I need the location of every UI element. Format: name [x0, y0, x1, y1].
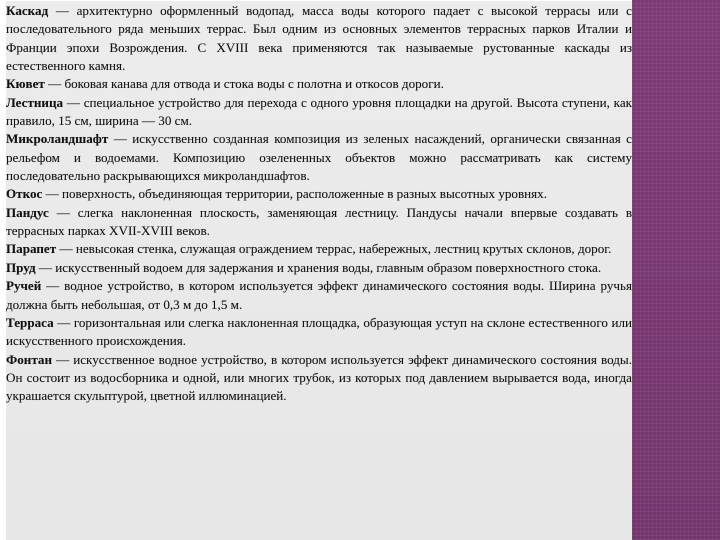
term: Лестница [6, 94, 64, 110]
glossary-entry-terrasa [6, 314, 632, 351]
term: Микроландшафт [6, 131, 109, 147]
term: Фонтан [6, 351, 53, 367]
definition: — невысокая стенка, служащая ограждением террас, набережных, лестниц крутых склонов, дорог. [56, 241, 612, 257]
glossary-content [6, 1, 632, 540]
glossary-entry-fontan [6, 351, 632, 406]
glossary-entry-kyuvet [6, 75, 632, 93]
glossary-entry-lestnitsa [6, 94, 632, 131]
glossary-entry-mikrolandshaft [6, 130, 632, 185]
definition: — архитектурно оформленный водопад, масса воды которого падает с высокой террасы или с последовательного ряда меньших террас. Был одним из основных элементов террасных парков Италии и Франции эпохи Возрождения. С XVIII века применяются так называемые рустованные каскады из естественного камня. [6, 3, 632, 74]
definition: — боковая канава для отвода и стока воды с полотна и откосов дороги. [44, 76, 444, 92]
term: Пруд [6, 259, 36, 275]
definition: — искусственно созданная композиция из зеленых насаждений, органически связанная с рельефом и водоемами. Композицию озелененных объектов можно рассматривать как систему последовательно раскрывающихся микроландшафтов. [6, 131, 632, 184]
glossary-entry-ruchey [6, 277, 632, 314]
glossary-entry-pandus [6, 204, 632, 241]
definition: — поверхность, объединяющая территории, расположенные в разных высотных уровнях. [42, 186, 547, 202]
glossary-entry-prud [6, 259, 632, 277]
glossary-entry-parapet [6, 240, 632, 258]
term: Парапет [6, 241, 57, 257]
definition: — специальное устройство для перехода с одного уровня площадки на другой. Высота ступени, как правило, 15 см, ширина — 30 см. [6, 94, 632, 129]
term: Терраса [6, 314, 54, 330]
term: Каскад [6, 3, 49, 18]
definition: — слегка наклоненная плоскость, заменяющая лестницу. Пандусы начали впервые создавать в террасных парках XVII-XVIII веков. [6, 204, 632, 239]
glossary-entry-kaskad [6, 2, 632, 75]
term: Откос [6, 186, 43, 202]
definition: — горизонтальная или слегка наклоненная площадка, образующая уступ на склоне естественного или искусственного происхождения. [6, 314, 632, 349]
definition: — искусственное водное устройство, в котором используется эффект динамического состояния воды. Он состоит из водосборника и одной, или многих трубок, из которых под давлением вырывается вода, иногда украшается скульптурой, цветной иллюминацией. [6, 351, 632, 404]
glossary-entry-otkos [6, 185, 632, 203]
definition: — искусственный водоем для задержания и хранения воды, главным образом поверхностного стока. [35, 259, 602, 275]
definition: — водное устройство, в котором используется эффект динамического состояния воды. Ширина ручья должна быть небольшая, от 0,3 м до 1,5 м. [6, 278, 632, 312]
term: Пандус [6, 204, 49, 220]
term: Кювет [6, 76, 45, 92]
decorative-sidebar [632, 0, 720, 540]
glossary-text [6, 1, 632, 406]
term: Ручей [6, 278, 42, 294]
